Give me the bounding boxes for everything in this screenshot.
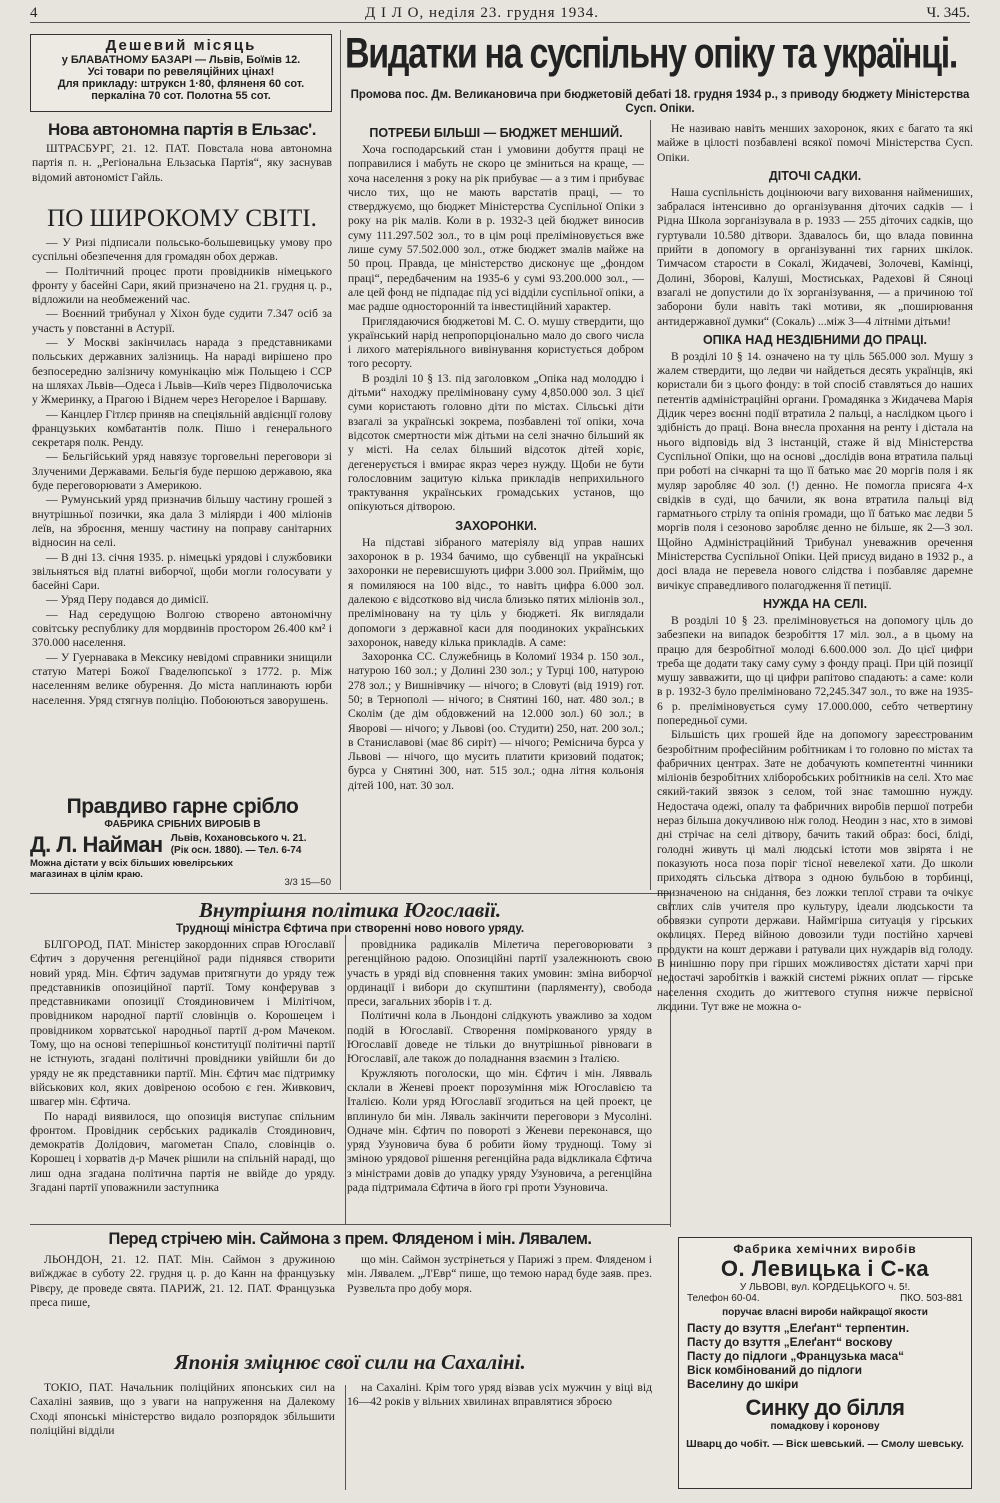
section-body (657, 614, 973, 1014)
article-paragraph: — Канцлер Гітлєр приняв на спеціяльній авдієнції голову французьких комбатантів полк. Пішо і генерального секретаря полк. Ренду. (32, 407, 332, 450)
article-world (32, 205, 332, 795)
main-headline: Видатки на суспільну опіку та українці. (345, 30, 958, 78)
section-title: ПОТРЕБИ БІЛЬШІ — БЮДЖЕТ МЕНШИЙ. (369, 126, 623, 140)
article-body (347, 938, 652, 1195)
issue-number: Ч. 345. (926, 4, 970, 21)
section-title: ДІТОЧІ САДКИ. (768, 168, 862, 183)
ad-chem-product: Пасту до підлоги „Французька маса“ (687, 1349, 905, 1363)
ad-silver-title: Правдиво гарне срібло (66, 795, 299, 818)
article-headline: Японія зміцнює свої сили на Сахаліні. (174, 1350, 526, 1374)
ad-bazaar-line: Для прикладу: штруксн 1·80, фляненя 60 сот. (57, 78, 305, 90)
ad-silver-name: Д. Л. Найман (30, 832, 163, 857)
article-paragraph: Приглядаючися бюджетові М. С. О. мушу ствердити, що український нарід непропорціонально мало до свого числа і лихого матеріяльного вивінування користується добром того ресорту. (348, 314, 644, 371)
article-paragraph: В розділі 10 § 23. преліміновується на допомогу ціль до забезпеки на випадок безробіття 17 міл. зол., а в цьому на працю для безробітної молоді 6.600.000 зол. До цієї цифри треба ще додати таку саму суму з фонду праці. При цій позиції мушу завважити, що ці цифри рапітово спадають: а саме: коли в р. 1932-3 було преліміновано 72,245.347 зол., то вже на 1935-6 р. преліміновується суму 17.000.000, себто четвертину попередньої суми. (657, 613, 973, 727)
ad-chem-big: Синку до білля (745, 1395, 905, 1420)
article-paragraph: — Румунський уряд призначив більшу частину грошей з внутрішньої позички, яка дала 3 міліярди і 400 міліонів леїв, на зброєння, меншу частину на поправу санітарних відносин на селі. (32, 493, 332, 550)
main-column-2 (348, 122, 644, 892)
article-paragraph: Захоронка СС. Служебниць в Коломиї 1934 р. 150 зол., натурою 160 зол.; у Долині 230 зол.; у Турці 100, натурою 278 зол.; у Вишнівчику — нічого; в Словуті (від 1919) гот. 50; в Тернополі — нічого; в Снятині 160, нат. 480 зол.; в Сколім (де дім обдовжений на 12.000 зол.) 60 зол.; в Яворові — нічого; у Львові (оо. Студити) 250, нат. 200 зол.; в Станиславові (має 86 сиріт) — нічого; Ремісничa бурса у Львові — нічого, що мусить платити кризовий податок; бурса у Снятині 300, нат. 515 зол.; одна літня кольонія дітей 100, нат. 30 зол. (348, 650, 644, 792)
section-rule (30, 1224, 670, 1225)
section-body (657, 186, 973, 329)
article-paragraph: В розділі 10 § 14. означено на ту ціль 565.000 зол. Мушу з жалем ствердити, що ледви чи найдеться десять українців, які користали би з цього фонду: в той спосіб ставляться до наших петентів адміністраційні органи. Громадянка з Жидачева Марія Дідик через воєнні події втратила 2 пальці, а наслідком цього і здібність до праці. Вона внесла прохання на ренту і дістала на нього відповідь від 3 інстанцій, стаже й від Міністерства Суспільної Опіки, що на основі „дослідів вона втратила пальці при роботі на січкарні та що її батько має 20 моргів поля і як муляр заробляє 40 зол. (!) денно. Не помогла присяга 4-х свідків в суді, що бачили, як вона втратила пальці від гарматнього стрілу та опінія громади, що її батько має ледви 5 моргів поля і сезоново заробляє денно не більше, як 2—3 зол. Щойно Адміністраційний Трибунал уневажнив оречення Міністерства Суспільної Опіки. Цей присуд видано в 1932 р., а досі влада не перевела нового слідства і позбавляє даремне вичікує справедливого полагодження її петиції. (657, 349, 973, 592)
page-number: 4 (30, 4, 38, 21)
ad-bazaar-line: перкаліна 70 сот. Полотна 55 сот. (91, 90, 271, 102)
article-paragraph: — Воєнний трибунал у Хіхон буде судити 7.347 осіб за участь у повстанні в Астурії. (32, 307, 332, 335)
article-paragraph: — Бельгійський уряд навязує торговельні переговори зі Злученими Державами. Бельгія буде першою державою, яка буде переговорювати з Америкою. (32, 450, 332, 493)
article-paragraph: Більшість цих грошей йде на допомогу зареєстрованим безробітним професійним робітникам і то головно по містах та фабричних центрах. Зате не добачують компетентні чинники міліонів безробітних хліборобських робітників на селі. Хто має сякий-такий звязок з селом, той знає тамошню нужду. Недостача одежі, опалу та фабричних виробів першої потреби нераз більша докучливою ніж голод. Неодин з нас, хто в зимові дні стрічає на селі дітвору, бачить такий образ: босі, бліді, голодні живуть ці малі людські істоти мов звірята і не показують носа поза поріг тісної невелекої хати. До школи приходять сільська дітвора з одною бульбою в торбинці, призначеною на снідання, без ложки теплої страви та очікує світлих слів учителя про культуру, ідеали людськости та обовязки супроти держави. Наймгірша ситуація у гірських околицях. Перед війною довозили туди постійно харчеві продукти на кошт держави і ратували цих нуждарів від голоду. В нинішню пору при гірших можливостях дістати харчі при недостачі заробітків і важкій системі ріжних оплат — гірське населення сходить до життевого ступня нижче первісної людини. Тут вже не можна о- (657, 728, 973, 1013)
section-title: ЗАХОРОНКИ. (455, 518, 537, 533)
masthead (30, 4, 970, 23)
ad-chemical-factory (678, 1237, 972, 1489)
main-subhead: Промова пос. Дм. Великановича при бюджетовій дебаті 18. грудня 1934 р., з приводу бюджету Міністерства Сусп. Опіки. (350, 89, 970, 115)
section-rule (30, 893, 670, 894)
article-paragraph: Наша суспільність доцінюючи вагу виховання наймениших, забралася інтенсивно до організування діточих садків — і Рідна Школа зорганізувала в р. 1933 — 255 діточих садків, що гуртували 10.580 дітвори. Здавалось би, що влада повинна прийти в допомогу в організуванні тих гарних шкілок. Тимчасом старости в Сокалі, Жидачеві, Золочеві, Камінці, Долині, Зборові, Калуші, Мостиськах, Радехові й Сяноці взагалі не допустили до їх зорганізування, — а причиною тої заборони були навіть такі мотиви, як „поширювання антидержавної думки“ (Сокаль) ...між 3—4 літніми дітьми! (657, 185, 973, 328)
main-headline-block (345, 30, 975, 122)
ad-chem-address: У ЛЬВОВІ, вул. КОРДЕЦЬКОГО ч. 5!. (739, 1282, 911, 1293)
article-headline: Перед стрічею мін. Саймона з прем. Фляденом і мін. Лявалем. (108, 1230, 592, 1248)
ad-bazaar-line: Усі товари по ревеляційних цінах! (87, 66, 275, 78)
paper-date: Д І Л О, неділя 23. грудня 1934. (365, 4, 599, 21)
article-paragraph: На підставі зібраного матеріялу від управ наших захоронок в р. 1934 бачимо, що субвенції на українські захоронки не перевисшують цифри 3.000 зол. Приймім, що я помиляюся на 100 відс., то навіть цифра 6.000 зол. далекою є відсотково від числа близько пятих міліонів зол., преліміновану на ту ціль у бюджеті. Як виглядали допомоги з державної каси для поодиноких українських захоронок, наведу кілька прикладів. А саме: (348, 535, 644, 649)
ad-chem-product: Васелину до шкіри (687, 1377, 799, 1391)
article-paragraph: провідника радикалів Мілетича переговорювати з регенційною радою. Опозиційні партії узалежнюють свою участь в уряді від сповнення таких умовин: зміна виборчої ординації і вибори до скупштини (парляменту), свобода преси, загальних зборів і т. д. (347, 938, 652, 1009)
article-paragraph: Політичні кола в Льондоні слідкують уважливо за ходом подій в Югославії. Створення поміркованого уряду в Югославії доведе не тільки до внутрішньої рівноваги в Югославії, але також до поладнання взаємин з Італією. (347, 1009, 652, 1066)
ad-chem-bottom: Шварц до чобіт. — Віск шевський. — Смолу шевську. (686, 1438, 964, 1450)
article-paragraph: ШТРАСБУРГ, 21. 12. ПАТ. Повстала нова автономна партія п. н. „Регіональна Ельзаська Партія“, яку заснував відомий автономіст Гайль. (32, 142, 332, 184)
ad-chem-tagline: поручає власні вироби найкращої якости (722, 1307, 928, 1318)
ad-silver-code: 3/3 15—50 (284, 877, 331, 888)
article-paragraph: — У Москві закінчилась нарада з представниками польських державних залізниць. На нараді вирішено про безпосередню залізничу комунікацію між Польщею і ССР на шляхах Львів—Одеса і Львів—Київ через Підволочиська у Жмеринку, а Прагою і Віднем через Негорелое і Варшаву. (32, 336, 332, 407)
ad-chem-phone: Телефон 60-04. (687, 1293, 760, 1304)
article-paragraph: Не називаю навіть менших захоронок, яких є багато та які майже в цілості позбавлені всякої помочі Міністерства Сусп. Опіки. (657, 122, 973, 164)
article-paragraph: — У Ризі підписали польсько-большевицьку умову про суспільні обезпечення для громадян обох держав. (32, 236, 332, 264)
article-paragraph: Хоча господарський стан і умовини добуття праці не поправилися і мабуть не скоро це зміниться на краще, — хоча населення з року на рік прибуває — а з тим і прибуває число тих, що не мають варстатів праці, — то стверджуємо, що бюджет Міністерства Суспільної Опіки з року на рік малів. Коли в р. 1932-3 цей бюджет виносив суму 111.297.502 зол., то в цім році преліміновується вже лише суму 57.502.000 зол., отже бюджет змалів майже на 50 проц. Правда, це міністерство дисконує ще „фондом праці“, передбаченим на 1935-6 у сумі 93.200.000 зол., — але цей фонд не підпадає під усі відділи суспільної опіки, а має радше односторонній та інвестиційний характер. (348, 143, 644, 314)
section-body (657, 350, 973, 593)
ad-silver-address: Львів, Кохановського ч. 21. (170, 833, 307, 844)
article-paragraph: — В дні 13. січня 1935. р. німецькі урядові і службовики звільняться від платні виборчої, щоби могли голосувати у басейні Сари. (32, 550, 332, 593)
section-body (348, 536, 644, 793)
section-body (348, 143, 644, 515)
section-title: НУЖДА НА СЕЛІ. (762, 596, 868, 611)
ad-silver-note: Можна дістати у всіх більших ювелірських магазинах в цілім краю. (30, 858, 234, 880)
ad-chem-top: Фабрика хемічних виробів (733, 1242, 917, 1256)
ad-chem-product: Пасту до взуття „Елеґант“ воскову (687, 1335, 893, 1349)
ad-chem-product: Пасту до взуття „Елеґант“ терпентин. (687, 1321, 910, 1335)
column-rule (340, 30, 341, 890)
article-body (32, 236, 332, 708)
ad-bazaar (30, 34, 332, 112)
article-body (30, 938, 335, 1195)
ad-chem-big-sub: помадкову і короновy (770, 1421, 880, 1432)
article-subhead: Труднощі міністра Єфтича при створенні ново нового уряду. (175, 923, 525, 935)
ad-chem-name: О. Левицька і С-ка (720, 1256, 930, 1281)
article-paragraph: — У Гуернавака в Мексику невідомі справники знищили статую Матері Божої Гваделюпської з 1772. р. Між населенням велике обурення. До міста наплинають юрби населення. Уряд стягнув поліцію. Побоюються заворушень. (32, 650, 332, 707)
article-yugoslavia (30, 898, 670, 1223)
ad-silver (30, 795, 335, 890)
article-paragraph: Кружляють поголоски, що мін. Єфтич і мін. Лявваль склали в Женеві проект порозуміння між Югославією та Італією. Коли уряд Югославії згодиться на цей проект, це вплинуло би мін. Ляваль закінчити переговори з Мусоліні. Одначе мін. Єфтич по поворотi з Женеви переконався, що уряд Узуновича бува б робити йому труднощі. Тому зі зміною урядової рішення регенційна рада відкликала Єфтича з міністрами довів до упадку уряду Узуновича, а регенційна рада підтримала Єфтича в його грі проти Узуновича. (347, 1066, 652, 1195)
article-paragraph: ТОКІО, ПАТ. Начальник поліційних японських сил на Сахаліні заявив, що з уваги на напруження на Далекому Сході японські міністерство видало розпорядок збільшити поліційні відділи (30, 1381, 335, 1437)
article-paragraph: що мін. Саймон зустрінеться у Парижі з прем. Фляденом і мін. Лявалем. „Л'Евр“ пише, що темою нарад буде заяв. през. Рузвельта про добу моря. (347, 1253, 652, 1295)
main-column-3 (657, 122, 973, 1232)
article-paragraph: В розділі 10 § 13. під заголовком „Опіка над молоддю і дітьми“ находжу преліміновану суму 4,850.000 зол. З цієї суми користають головно діти по містах. Сільські діти взагалі за українські зокрема, позбавлені тої опіки, хоча відсоток смертности між дітьми на селі значно більший як у місті. На селах більший відсоток дітей хоріє, дегенерується і вмирає якраз через нужду. Щоби не бути голословним зацитую кілька прикладів неприхильного трактування українських громадських установ, що опікуються дітворою. (348, 371, 644, 514)
article-alsace (32, 120, 332, 205)
ad-silver-founded: (Рік осн. 1880). — Тел. 6-74 (170, 845, 302, 856)
article-headline: Внутрішня політика Югославії. (198, 898, 502, 922)
article-paragraph: — Над середущою Волгою створено автономічну совітську республику для мордвинів простором 26.400 км² і 370.000 населення. (32, 607, 332, 650)
article-paragraph: БІЛГОРОД, ПАТ. Міністер закордонних справ Югославії Єфтич з доручення регенційної ради піднявся створити новий уряд. Мін. Єфтич задумав притягнути до уряду теж представників опозиційної партії. Тому конферував з представниками опозиції Стоядиновичем і Мілітічом, провідником народної партії словінців о. Корошецем і провідником хорватської народньої партії д-ром Мачеком. Тому, що на основі теперішньої конституції політичні партії не істнують, згадані політичні провідники увійшли би до уряду не як представники партії. Мін. Єфтич має підтримку військових кол, яких довіреною особою є ген. Живкович, швагер мін. Єфтича. (30, 938, 335, 1109)
ad-silver-subtitle: ФАБРИКА СРІБНИХ ВИРОБІВ В (104, 819, 261, 830)
ad-chem-product: Віск комбінований до підлоги (687, 1363, 862, 1377)
section-title: ОПІКА НАД НЕЗДІБНИМИ ДО ПРАЦІ. (702, 332, 928, 347)
article-paragraph: на Сахаліні. Крім того уряд візвав усіх мужчин у віці від 16—42 років у вільних хвилинах вправлятися зброєю (347, 1381, 652, 1409)
article-headline: ПО ШИРОКОМУ СВІТІ. (47, 205, 317, 232)
article-paragraph: — Уряд Перу подався до димісії. (46, 593, 209, 607)
column-rule (650, 120, 651, 890)
article-japan (30, 1350, 670, 1495)
ad-chem-products (679, 1321, 971, 1391)
article-paragraph: — Політичний процес проти провідників німецького фронту у басейні Сари, який призначено на 21. грудня ц. р., відложили на необмежений час. (32, 264, 332, 307)
article-paragraph: ЛЬОНДОН, 21. 12. ПАТ. Мін. Саймон з дружиною виїжджає в суботу 22. грудня ц. р. до Канн на французьку Рівєру, де проведе свята. ПАРИЖ, 21. 12. ПАТ. Французька преса пише, (30, 1253, 335, 1309)
article-paragraph: По нараді виявилося, що опозиція виступає спільним фронтом. Провідник сербських радикалів Стоядинович, демократів Долідович, магометан Спало, словінців о. Корошец і хорватів д-р Мачек рішили на спільній нараді, що лиш одна згадана політична партія не ввійде до уряду. Згадані партії уповажнили заступника (30, 1109, 335, 1195)
ad-bazaar-line: у БЛАВАТНОМУ БАЗАРІ — Львів, Боїмів 12. (61, 54, 301, 66)
article-simon (30, 1228, 670, 1353)
article-headline: Нова автономна партія в Ельзас'. (48, 120, 316, 139)
ad-bazaar-title: Дешевий місяць (105, 37, 257, 54)
ad-chem-pko: ПКО. 503-881 (900, 1293, 963, 1304)
